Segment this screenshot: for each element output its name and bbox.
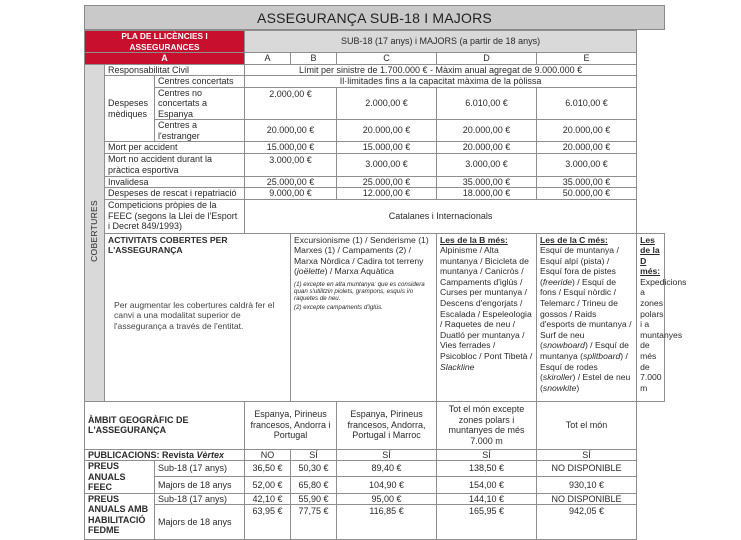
- table-cell: 138,50 €: [437, 461, 537, 477]
- activitats-ab-note2: (2) excepte campaments d'iglús.: [294, 303, 383, 311]
- activitats-d-em5: snowkite: [542, 382, 577, 393]
- centres-concertats-value: Il·limitades fins a la capacitat màxima de la pòlissa: [245, 76, 637, 88]
- table-cell: 35.000,00 €: [437, 176, 537, 188]
- table-cell: Sub-18 (17 anys): [155, 493, 245, 505]
- activitats-label: ACTIVITATS COBERTES PER L'ASSEGURANÇA: [108, 234, 228, 256]
- table-cell: 6.010,00 €: [537, 87, 637, 120]
- table-cell: 20.000,00 €: [437, 120, 537, 142]
- table-cell: 55,90 €: [291, 493, 337, 505]
- publicacions-label-em: Vèrtex: [196, 449, 225, 460]
- table-cell: 63,95 €: [245, 505, 291, 540]
- table-cell: 20.000,00 €: [337, 120, 437, 142]
- table-cell: 50,30 €: [291, 461, 337, 477]
- activitats-d-em1: freeride: [542, 276, 573, 287]
- table-cell: 144,10 €: [437, 493, 537, 505]
- table-cell: 25.000,00 €: [245, 176, 337, 188]
- centres-estranger-label: Centres a l'estranger: [155, 120, 245, 142]
- activitats-ab-text: Excursionisme (1) / Senderisme (1) Marxes (1) / Campaments (2) / Marxa Nòrdica / Cadira tot terreny (: [294, 234, 429, 277]
- publicacions-label: PUBLICACIONS: Revista: [88, 449, 197, 460]
- activitats-d-text6: ): [576, 382, 580, 393]
- rescat-label: Despeses de rescat i repatriació: [105, 188, 245, 200]
- table-cell: NO DISPONIBLE: [537, 493, 637, 505]
- activitats-c-head: Les de la B més:: [440, 234, 508, 245]
- table-cell: 9.000,00 €: [245, 188, 337, 200]
- table-cell: SÍ: [291, 449, 337, 461]
- mort-accident-label: Mort per accident: [105, 142, 245, 154]
- activitats-d-text1: Esquí de muntanya / Esquí alpí (pista) / Esquí fora de pistes (: [540, 245, 619, 287]
- preus-feec-label: PREUS ANUALS FEEC: [85, 461, 155, 494]
- activitats-c-text: Alpinisme / Alta muntanya / Bicicleta de muntanya / Canicròs / Campaments d'iglús / Curses per muntanya / Descens d'engorjats / Escalada / Espeleologia / Raquetes de neu / Duatló per muntanya / Vies ferrades / Psicobloc / Pont Tibetà /: [440, 245, 533, 362]
- despeses-label: Despeses mèdiques: [105, 76, 155, 142]
- centres-concertats-label: Centres concertats: [155, 76, 245, 88]
- pla-label: PLA DE LLICÈNCIES I ASSEGURANCES: [85, 31, 245, 53]
- table-cell: 42,10 €: [245, 493, 291, 505]
- ambit-ab: Espanya, Pirineus francesos, Andorra i Portugal: [245, 401, 337, 449]
- table-cell: 6.010,00 €: [437, 87, 537, 120]
- table-cell: 3.000,00 €: [245, 153, 337, 176]
- activitats-c: [437, 233, 537, 401]
- publicacions-label-cell: [85, 449, 245, 461]
- table-cell: 116,85 €: [337, 505, 437, 540]
- table-cell: 154,00 €: [437, 477, 537, 493]
- table-cell: Sub-18 (17 anys): [155, 461, 245, 477]
- table-cell: 35.000,00 €: [537, 176, 637, 188]
- table-cell: NO: [245, 449, 291, 461]
- activitats-d-em2: snowboard: [542, 340, 585, 351]
- centres-no-concertats-label: Centres no concertats a Espanya: [155, 87, 245, 120]
- table-cell: 20.000,00 €: [537, 120, 637, 142]
- sub-header: SUB-18 (17 anys) i MAJORS (a partir de 18 anys): [245, 31, 637, 53]
- table-cell: 18.000,00 €: [437, 188, 537, 200]
- activitats-e: [637, 233, 687, 401]
- col-letter-a-red: A: [85, 53, 245, 65]
- page-title: ASSEGURANÇA SUB-18 I MAJORS: [84, 5, 665, 30]
- table-cell: 77,75 €: [291, 505, 337, 540]
- table-cell: 52,00 €: [245, 477, 291, 493]
- table-cell: 20.000,00 €: [437, 142, 537, 154]
- ambit-c: Espanya, Pirineus francesos, Andorra, Portugal i Marroc: [337, 401, 437, 449]
- table-cell: 20.000,00 €: [245, 120, 337, 142]
- table-cell: SÍ: [337, 449, 437, 461]
- table-cell: Majors de 18 anys: [155, 477, 245, 493]
- table-cell: 12.000,00 €: [337, 188, 437, 200]
- table-cell: Majors de 18 anys: [155, 505, 245, 540]
- table-cell: 95,00 €: [337, 493, 437, 505]
- insurance-sheet: [84, 5, 687, 540]
- table-cell: 25.000,00 €: [337, 176, 437, 188]
- activitats-e-text: Expedicions a zones polars i a muntanyes de més de 7.000 m: [640, 276, 687, 393]
- competicions-label: Competicions pròpies de la FEEC (segons la Llei de l'Esport i Decret 849/1993): [105, 199, 245, 233]
- activitats-e-head: Les de la D més:: [640, 234, 661, 277]
- preus-fedme-label: PREUS ANUALS AMB HABILITACIÓ FEDME: [85, 493, 155, 540]
- activitats-d-em4: skiroller: [542, 372, 573, 383]
- activitats-label-cell: [105, 233, 291, 401]
- table-cell: 3.000,00 €: [437, 153, 537, 176]
- col-letter-e: E: [537, 53, 637, 65]
- activitats-ab-note1: (1) excepte en alta muntanya: que es considera quan s'utilitzin piolets, grampons, esquís i/o raquetes de neu.: [294, 280, 425, 303]
- activitats-d-em3: splitboard: [583, 351, 621, 362]
- table-cell: 104,90 €: [337, 477, 437, 493]
- table-cell: 165,95 €: [437, 505, 537, 540]
- table-cell: 15.000,00 €: [245, 142, 337, 154]
- activitats-ab-em: joëlette: [296, 266, 325, 277]
- ambit-label: ÀMBIT GEOGRÀFIC DE L'ASSEGURANÇA: [85, 401, 245, 449]
- activitats-ab: [291, 233, 437, 401]
- table-cell: 3.000,00 €: [337, 153, 437, 176]
- activitats-d-text5: ) / Estel de neu (: [540, 372, 631, 393]
- activitats-d-head: Les de la C més:: [540, 234, 608, 245]
- table-cell: 20.000,00 €: [537, 142, 637, 154]
- resp-civil-label: Responsabilitat Civil: [105, 64, 245, 76]
- activitats-d-text2: ) / Esquí de fons / Esquí nòrdic / Telemarc / Trineu de gossos / Raids d'esports de muntanya / Surf de neu (: [540, 276, 632, 351]
- table-cell: 65,80 €: [291, 477, 337, 493]
- col-letter-d: D: [437, 53, 537, 65]
- col-letter-a: A: [245, 53, 291, 65]
- activitats-d-text4: ) / Esquí de rodes (: [540, 351, 628, 383]
- cobertures-label: COBERTURES: [85, 64, 105, 401]
- activitats-note: Per augmentar les cobertures caldrà fer el canvi a una modalitat superior de l'assegurança a través de l'entitat.: [114, 299, 275, 331]
- table-cell: 36,50 €: [245, 461, 291, 477]
- resp-civil-value: Límit per sinistre de 1.700.000 € - Màxim anual agregat de 9.000.000 €: [245, 64, 637, 76]
- table-cell: 942,05 €: [537, 505, 637, 540]
- activitats-d-text3: ) / Esquí de muntanya (: [540, 340, 629, 362]
- table-cell: 89,40 €: [337, 461, 437, 477]
- activitats-ab-end: ) / Marxa Aquàtica: [324, 266, 394, 277]
- ambit-d: Tot el món excepte zones polars i muntanyes de més 7.000 m: [437, 401, 537, 449]
- insurance-table: [84, 30, 687, 540]
- table-cell: SÍ: [537, 449, 637, 461]
- table-cell: 3.000,00 €: [537, 153, 637, 176]
- mort-no-accident-label: Mort no accident durant la pràctica esportiva: [105, 153, 245, 176]
- activitats-d: [537, 233, 637, 401]
- table-cell: NO DISPONIBLE: [537, 461, 637, 477]
- table-cell: SÍ: [437, 449, 537, 461]
- table-cell: 930,10 €: [537, 477, 637, 493]
- invalidesa-label: Invalidesa: [105, 176, 245, 188]
- table-cell: 50.000,00 €: [537, 188, 637, 200]
- table-cell: 2.000,00 €: [337, 87, 437, 120]
- col-letter-c: C: [337, 53, 437, 65]
- col-letter-b: B: [291, 53, 337, 65]
- table-cell: 15.000,00 €: [337, 142, 437, 154]
- table-cell: 2.000,00 €: [245, 87, 337, 120]
- competicions-value: Catalanes i Internacionals: [245, 199, 637, 233]
- ambit-e: Tot el món: [537, 401, 637, 449]
- activitats-c-em: Slackline: [440, 361, 475, 372]
